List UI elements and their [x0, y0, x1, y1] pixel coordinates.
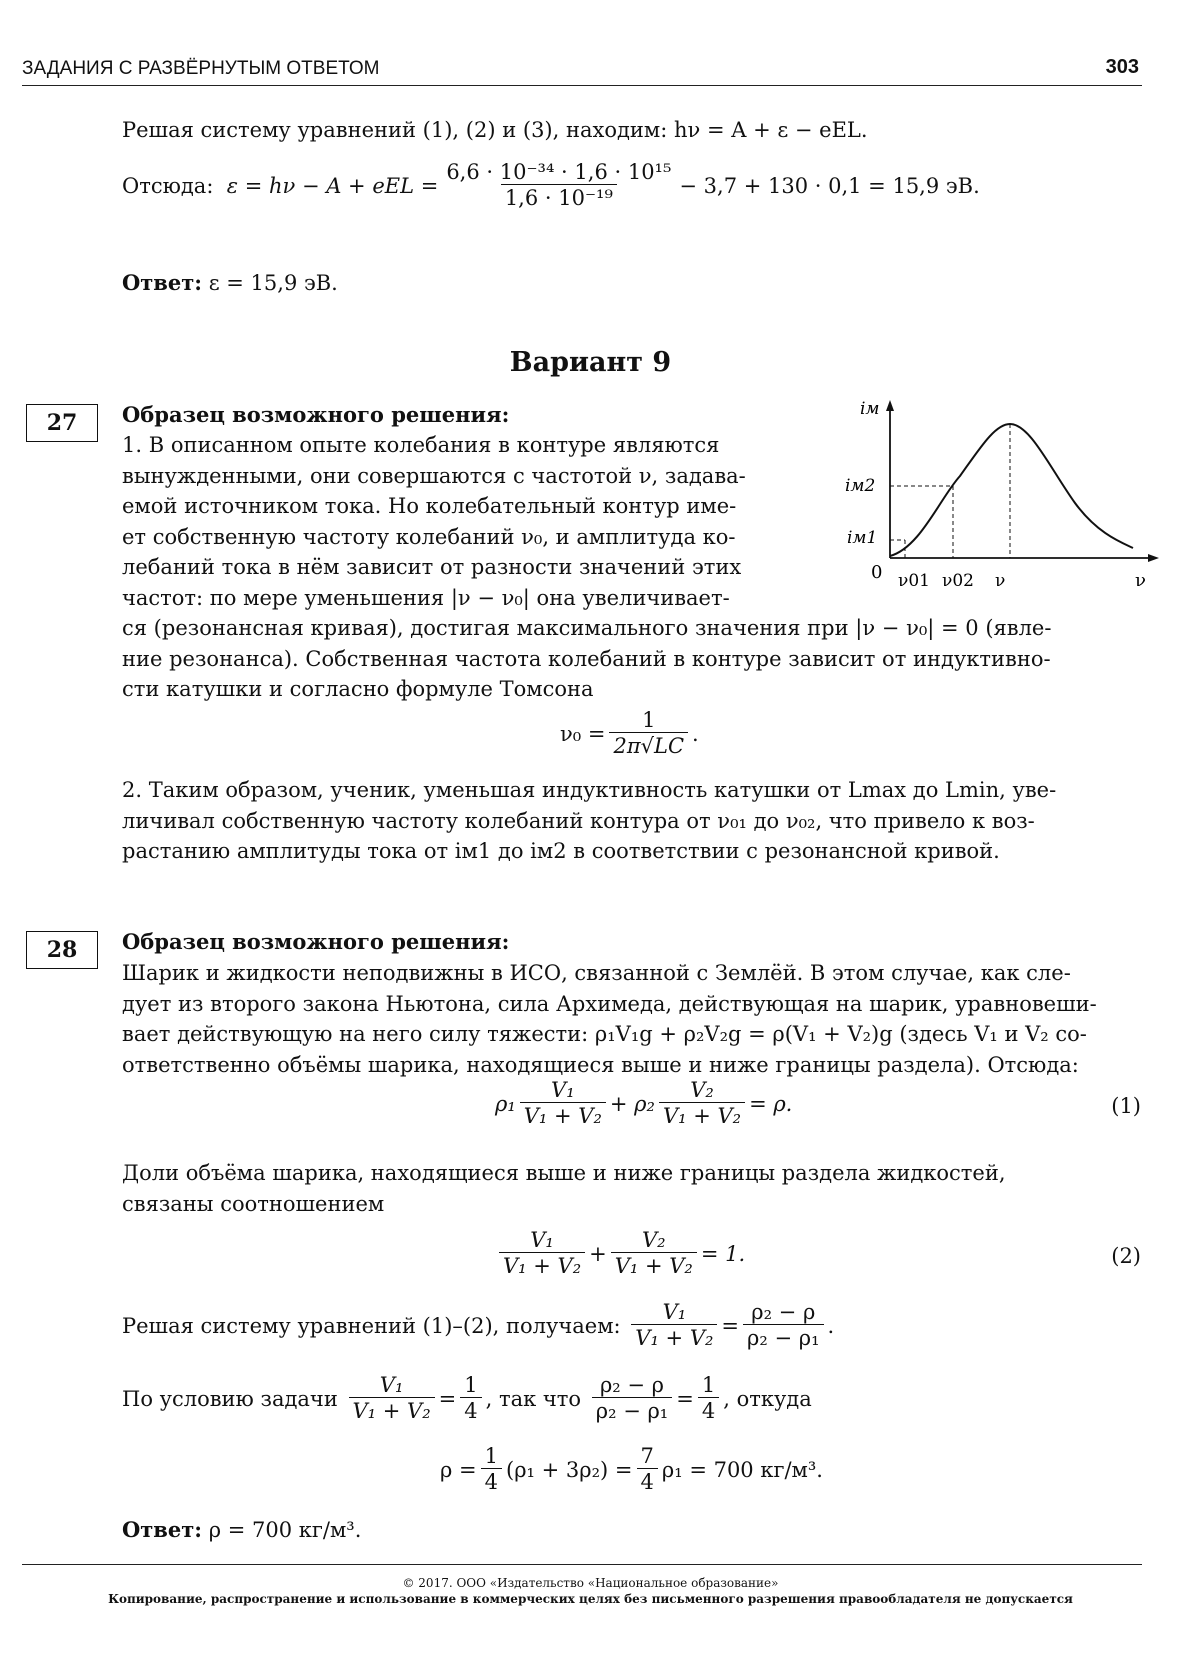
eq2-d2: V₁ + V₂ — [611, 1252, 697, 1279]
final-n1: 1 — [484, 1444, 498, 1468]
prev-answer-value: ε = 15,9 эВ. — [208, 271, 338, 295]
thomson-fraction — [609, 708, 688, 759]
task28-text2 — [122, 1158, 1152, 1219]
cond-frac3 — [592, 1373, 672, 1424]
eq1-frac1 — [520, 1078, 606, 1129]
cond-d1: V₁ + V₂ — [349, 1397, 435, 1424]
cond-frac2 — [460, 1373, 481, 1424]
final-frac2 — [637, 1444, 658, 1495]
x-tick-v01: ν01 — [898, 571, 930, 591]
task27-line: ние резонанса). Собственная частота колебаний в контуре зависит от индуктивно- — [122, 646, 1051, 671]
y-axis-label: iм — [860, 399, 880, 419]
task28-line: вает действующую на него силу тяжести: ρ₁V₁g + ρ₂V₂g = ρ(V₁ + V₂)g (здесь V₁ и V₂ со- — [122, 1022, 1087, 1046]
task27-line: лебаний тока в нём зависит от разности значений этих — [122, 555, 742, 579]
hence-fraction — [442, 160, 675, 211]
thomson-end: . — [692, 721, 699, 746]
task27-wide-text — [122, 613, 1152, 705]
task27-line: ся (резонансная кривая), достигая максимального значения при |ν − ν₀| = 0 (явле- — [122, 616, 1052, 640]
task27-line: сти катушки и согласно формуле Томсона — [122, 677, 594, 701]
final-d1: 4 — [481, 1468, 502, 1495]
task-number-28: 28 — [26, 931, 98, 969]
x-tick-v: ν — [995, 571, 1006, 591]
thomson-num: 1 — [642, 708, 656, 732]
task27-line: 2. Таким образом, ученик, уменьшая индуктивность катушки от Lmax до Lmin, уве- — [122, 778, 1057, 802]
equation-2 — [495, 1228, 745, 1279]
eq2-frac1 — [499, 1228, 585, 1279]
resonance-curve — [890, 424, 1133, 556]
task28-line: Шарик и жидкости неподвижны в ИСО, связанной с Землёй. В этом случае, как сле- — [122, 961, 1071, 985]
cond-d3: ρ₂ − ρ₁ — [592, 1397, 672, 1424]
eq2-frac2 — [611, 1228, 697, 1279]
final-d2: 4 — [637, 1468, 658, 1495]
solve-eq: = — [721, 1313, 740, 1338]
prev-answer-label: Ответ: — [122, 270, 203, 295]
resonance-graph — [835, 398, 1165, 598]
solve-line: Решая систему уравнений (1), (2) и (3), находим: hν = A + ε − eEL. — [122, 118, 868, 142]
task27-line: ет собственную частоту колебаний ν₀, и амплитуда ко- — [122, 524, 736, 549]
solve-frac1 — [631, 1300, 717, 1351]
y-axis-arrow — [886, 400, 894, 411]
task27-narrow-text — [122, 430, 812, 613]
solve-frac2 — [743, 1300, 823, 1351]
eq1-end: = ρ. — [749, 1091, 793, 1116]
task27-line: личивал собственную частоту колебаний контура от ν₀₁ до ν₀₂, что привело к воз- — [122, 808, 1035, 833]
task27-line: вынужденными, они совершаются с частотой ν, задава- — [122, 463, 746, 488]
eq1-n1: V₁ — [551, 1078, 575, 1102]
origin-label: 0 — [871, 562, 883, 583]
eq1-n2: V₂ — [690, 1078, 714, 1102]
hence-label: Отсюда: — [122, 173, 214, 198]
final-lhs: ρ = — [440, 1457, 477, 1482]
running-header: ЗАДАНИЯ С РАЗВЁРНУТЫМ ОТВЕТОМ — [22, 58, 380, 79]
y-tick-im1: iм1 — [847, 528, 878, 548]
task27-line: 1. В описанном опыте колебания в контуре являются — [122, 433, 720, 457]
final-end: ρ₁ = 700 кг/м³. — [661, 1457, 823, 1482]
solve-d1: V₁ + V₂ — [631, 1324, 717, 1351]
final-frac1 — [481, 1444, 502, 1495]
equation-1 — [495, 1078, 792, 1129]
cond-n2: 1 — [464, 1373, 478, 1397]
task28-line: Доли объёма шарика, находящиеся выше и ниже границы раздела жидкостей, — [122, 1161, 1006, 1185]
solve-text: Решая систему уравнений (1)–(2), получаем: — [122, 1313, 621, 1338]
hence-frac-den: 1,6 · 10⁻¹⁹ — [501, 184, 617, 211]
cond-text: По условию задачи — [122, 1386, 338, 1411]
task27-part2 — [122, 775, 1152, 867]
hence-rhs: − 3,7 + 130 · 0,1 = 15,9 эВ. — [679, 173, 980, 198]
eq2-d1: V₁ + V₂ — [499, 1252, 585, 1279]
final-n2: 7 — [640, 1444, 654, 1468]
eq1-frac2 — [659, 1078, 745, 1129]
page-number: 303 — [1105, 56, 1139, 78]
cond-mid: , так что — [485, 1386, 582, 1411]
hence-formula — [122, 160, 980, 211]
task-number-27: 27 — [26, 404, 98, 442]
eq2-n2: V₂ — [642, 1228, 666, 1252]
footer-notice: Копирование, распространение и использование в коммерческих целях без письменного разрешения правообладателя не допускается — [108, 1592, 1073, 1606]
cond-end: , откуда — [723, 1386, 812, 1411]
eq1-number: (1) — [1111, 1094, 1141, 1118]
task28-heading: Образец возможного решения: — [122, 929, 510, 954]
task28-line: связаны соотношением — [122, 1191, 385, 1216]
cond-frac4 — [698, 1373, 719, 1424]
eq1-rho1: ρ₁ — [495, 1091, 516, 1116]
x-axis-arrow — [1148, 554, 1159, 562]
cond-n4: 1 — [701, 1373, 716, 1397]
task28-answer — [122, 1515, 361, 1545]
task28-text — [122, 958, 1152, 1080]
solve-formula — [122, 1300, 834, 1351]
cond-n3: ρ₂ − ρ — [599, 1373, 665, 1397]
task28-answer-value: ρ = 700 кг/м³. — [208, 1518, 362, 1542]
eq1-d1: V₁ + V₂ — [520, 1102, 606, 1129]
variant-title: Вариант 9 — [509, 347, 672, 378]
cond-frac1 — [349, 1373, 435, 1424]
task28-line: ответственно объёмы шарика, находящиеся выше и ниже границы раздела). Отсюда: — [122, 1052, 1079, 1077]
task27-line: частот: по мере уменьшения |ν − ν₀| она увеличивает- — [122, 585, 730, 610]
eq2-plus: + — [589, 1241, 607, 1266]
cond-n1: V₁ — [379, 1373, 404, 1397]
final-formula — [440, 1444, 823, 1495]
eq1-plus: + ρ₂ — [609, 1091, 655, 1116]
x-tick-v02: ν02 — [942, 571, 974, 591]
hence-lhs: ε = hν − A + eEL = — [226, 173, 439, 198]
footer-rule — [22, 1564, 1142, 1565]
eq1-d2: V₁ + V₂ — [659, 1102, 745, 1129]
cond-d2: 4 — [460, 1397, 481, 1424]
task27-heading: Образец возможного решения: — [122, 402, 510, 427]
hence-frac-num: 6,6 · 10⁻³⁴ · 1,6 · 10¹⁵ — [446, 160, 672, 184]
task28-answer-label: Ответ: — [122, 1517, 203, 1542]
eq2-n1: V₁ — [530, 1228, 554, 1252]
eq2-end: = 1. — [700, 1241, 746, 1266]
cond-eq2: = — [676, 1386, 694, 1411]
thomson-den: 2π√LC — [609, 732, 688, 759]
task28-line: дует из второго закона Ньютона, сила Архимеда, действующая на шарик, уравновеши- — [122, 991, 1097, 1016]
thomson-formula — [560, 708, 699, 759]
task27-line: растанию амплитуды тока от iм1 до iм2 в соответствии с резонансной кривой. — [122, 839, 1000, 863]
final-mid: (ρ₁ + 3ρ₂) = — [506, 1457, 633, 1482]
thomson-lhs: ν₀ = — [560, 721, 606, 746]
y-tick-im2: iм2 — [845, 476, 876, 496]
x-axis-label: ν — [1135, 570, 1146, 591]
solve-n2: ρ₂ − ρ — [751, 1300, 816, 1324]
cond-d4: 4 — [698, 1397, 719, 1424]
task27-line: емой источником тока. Но колебательный контур име- — [122, 494, 737, 518]
eq2-number: (2) — [1111, 1244, 1141, 1268]
header-rule — [22, 85, 1142, 86]
condition-formula — [122, 1373, 812, 1424]
footer-copyright: © 2017. ООО «Издательство «Национальное образование» — [402, 1576, 779, 1590]
prev-answer — [122, 268, 338, 298]
cond-eq: = — [438, 1386, 457, 1411]
solve-n1: V₁ — [662, 1300, 687, 1324]
solve-end: . — [827, 1313, 835, 1338]
solve-d2: ρ₂ − ρ₁ — [743, 1324, 823, 1351]
